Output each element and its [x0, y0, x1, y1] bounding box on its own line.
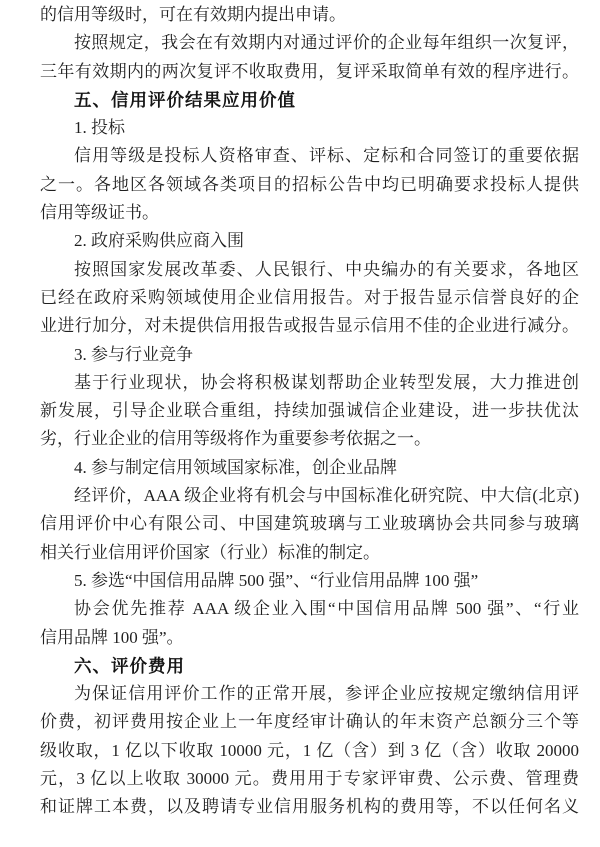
body-text-line: 三年有效期内的两次复评不收取费用，复评采取简单有效的程序进行。 — [40, 61, 579, 81]
body-text-line: 的信用等级时，可在有效期内提出申请。 — [40, 5, 346, 24]
body-text-line: 和证牌工本费，以及聘请专业信用服务机构的费用等，不以任何名义 — [40, 797, 579, 817]
body-text-line: 新发展，引导企业联合重组，持续加强诚信企业建设，进一步扶优汰 — [40, 401, 579, 421]
body-text-line: 之一。各地区各领域各类项目的招标公告中均已明确要求投标人提供 — [40, 174, 579, 194]
body-text-line: 相关行业信用评价国家（行业）标准的制定。 — [40, 542, 380, 562]
body-text-line: 1. 投标 — [74, 118, 125, 138]
body-text-line: 信用评价中心有限公司、中国建筑玻璃与工业玻璃协会共同参与玻璃 — [40, 514, 579, 534]
body-text-line: 协会优先推荐 AAA 级企业入围“中国信用品牌 500 强”、“行业 — [74, 599, 579, 619]
body-text-line: 2. 政府采购供应商入围 — [74, 231, 244, 251]
body-text-line: 信用品牌 100 强”。 — [40, 627, 184, 647]
document-content — [40, 1, 579, 822]
body-text-line: 为保证信用评价工作的正常开展，参评企业应按规定缴纳信用评 — [74, 684, 579, 704]
body-text-line: 4. 参与制定信用领域国家标准，创企业品牌 — [74, 457, 397, 477]
body-text-line: 元，3 亿以上收取 30000 元。费用用于专家评审费、公示费、管理费 — [40, 769, 579, 789]
body-text-line: 按照规定，我会在有效期内对通过评价的企业每年组织一次复评， — [74, 33, 579, 53]
section-heading: 五、信用评价结果应用价值 — [74, 89, 296, 110]
body-text-line: 业进行加分，对未提供信用报告或报告显示信用不佳的企业进行减分。 — [40, 316, 579, 336]
body-text-line: 基于行业现状，协会将积极谋划帮助企业转型发展，大力推进创 — [74, 372, 579, 392]
body-text-line: 已经在政府采购领域使用企业信用报告。对于报告显示信誉良好的企 — [40, 287, 579, 307]
body-text-line: 经评价，AAA 级企业将有机会与中国标准化研究院、中大信(北京) — [74, 486, 579, 506]
body-text-line: 信用等级证书。 — [40, 203, 159, 223]
body-text-line: 劣，行业企业的信用等级将作为重要参考依据之一。 — [40, 429, 431, 449]
body-text-line: 信用等级是投标人资格审查、评标、定标和合同签订的重要依据 — [74, 146, 579, 166]
body-text-line: 3. 参与行业竞争 — [74, 344, 193, 364]
section-heading: 六、评价费用 — [74, 655, 185, 676]
body-text-line: 按照国家发展改革委、人民银行、中央编办的有关要求，各地区 — [74, 259, 579, 279]
body-text-line: 级收取，1 亿以下收取 10000 元，1 亿（含）到 3 亿（含）收取 20000 — [40, 740, 579, 760]
body-text-line: 价费，初评费用按企业上一年度经审计确认的年末资产总额分三个等 — [40, 712, 579, 732]
body-text-line: 5. 参选“中国信用品牌 500 强”、“行业信用品牌 100 强” — [74, 570, 479, 590]
